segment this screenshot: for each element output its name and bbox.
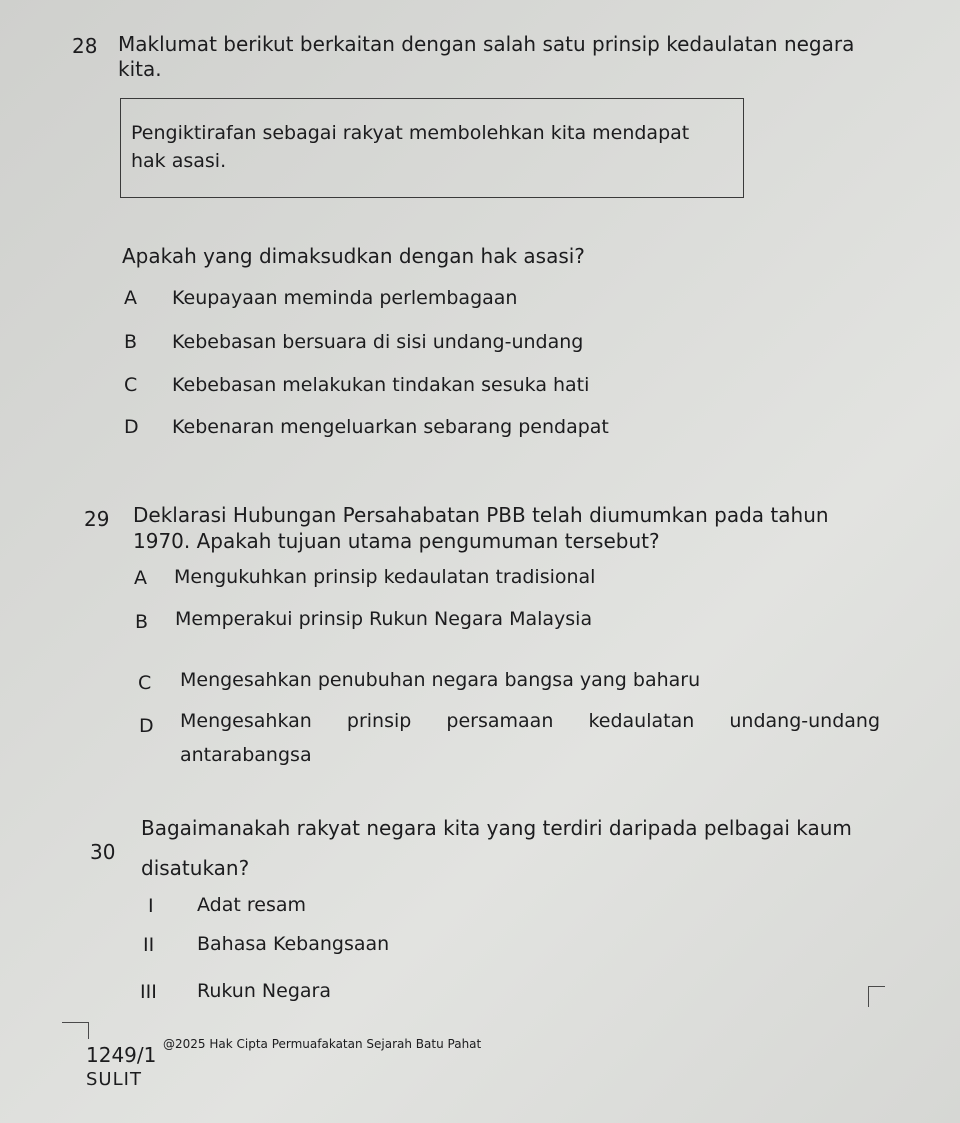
crop-mark-right <box>868 986 885 1007</box>
option-text: Memperakui prinsip Rukun Negara Malaysia <box>175 608 593 630</box>
question-stem-line1: Deklarasi Hubungan Persahabatan PBB telah diumumkan pada tahun <box>133 503 829 527</box>
question-stem-line1: Maklumat berikut berkaitan dengan salah satu prinsip kedaulatan negara <box>118 32 855 56</box>
option-text: Mengesahkan prinsip persamaan kedaulatan undang-undang <box>180 710 880 732</box>
paper-code: 1249/1 <box>86 1043 157 1067</box>
option-letter: B <box>124 331 138 353</box>
crop-mark-left <box>62 1022 89 1039</box>
question-prompt: Apakah yang dimaksudkan dengan hak asasi? <box>122 244 585 268</box>
option-letter: A <box>134 567 147 589</box>
option-text: Keupayaan meminda perlembagaan <box>172 287 518 309</box>
statement-numeral: II <box>143 934 155 956</box>
option-text-line2: antarabangsa <box>180 744 312 766</box>
option-letter: A <box>124 287 137 309</box>
statement-text: Bahasa Kebangsaan <box>197 933 390 955</box>
option-text: Mengesahkan penubuhan negara bangsa yang baharu <box>180 669 701 691</box>
question-stem-line2: disatukan? <box>141 856 250 880</box>
info-box-text <box>131 119 689 175</box>
option-text: Kebenaran mengeluarkan sebarang pendapat <box>172 416 609 438</box>
option-letter: B <box>135 611 149 633</box>
option-text: Kebebasan melakukan tindakan sesuka hati <box>172 374 590 396</box>
info-box <box>120 98 744 198</box>
option-letter: D <box>124 416 139 438</box>
copyright-text: @2025 Hak Cipta Permuafakatan Sejarah Batu Pahat <box>163 1037 482 1051</box>
question-stem-line2: 1970. Apakah tujuan utama pengumuman tersebut? <box>133 529 660 553</box>
question-number: 30 <box>90 840 116 864</box>
info-box-line2: hak asasi. <box>131 150 227 172</box>
question-stem-line2: kita. <box>118 57 162 81</box>
option-letter: C <box>138 672 152 694</box>
option-text: Kebebasan bersuara di sisi undang-undang <box>172 331 584 353</box>
statement-text: Adat resam <box>197 894 306 916</box>
option-letter: D <box>139 715 154 737</box>
option-letter: C <box>124 374 138 396</box>
option-text: Mengukuhkan prinsip kedaulatan tradisional <box>174 566 596 588</box>
question-stem-line1: Bagaimanakah rakyat negara kita yang terdiri daripada pelbagai kaum <box>141 816 852 840</box>
statement-text: Rukun Negara <box>197 980 331 1002</box>
info-box-line1: Pengiktirafan sebagai rakyat membolehkan kita mendapat <box>131 122 690 144</box>
statement-numeral: III <box>140 981 157 1003</box>
classification-label: SULIT <box>86 1069 142 1090</box>
statement-numeral: I <box>148 895 154 917</box>
question-number: 28 <box>72 34 98 58</box>
question-number: 29 <box>84 507 110 531</box>
